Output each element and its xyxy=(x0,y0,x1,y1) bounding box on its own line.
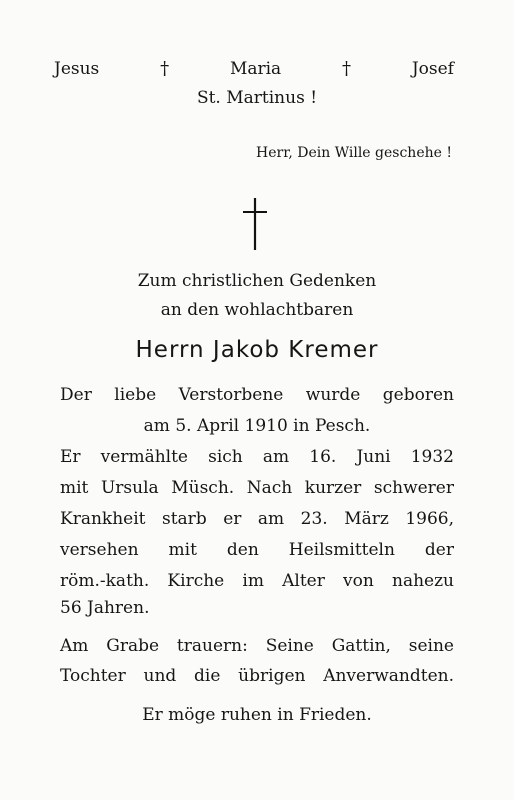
mourners-line-1: Am Grabe trauern: Seine Gattin, seine xyxy=(60,636,454,656)
bio-line-8: 56 Jahren. xyxy=(60,598,150,618)
bio-line-7: röm.-kath. Kirche im Alter von nahezu xyxy=(60,571,454,591)
bio-line-4: mit Ursula Müsch. Nach kurzer schwerer xyxy=(60,478,454,498)
deceased-name: Herrn Jakob Kremer xyxy=(135,337,379,363)
bio-line-1: Der liebe Verstorbene wurde geboren xyxy=(60,385,454,405)
dagger-cross-icon: † xyxy=(342,58,352,79)
dagger-cross-icon: † xyxy=(160,58,170,79)
bio-line-6: versehen mit den Heilsmitteln der xyxy=(60,540,454,560)
bio-line-2: am 5. April 1910 in Pesch. xyxy=(143,416,371,436)
header-josef: Josef xyxy=(411,59,454,79)
bio-line-3: Er vermählte sich am 16. Juni 1932 xyxy=(60,447,454,467)
header-maria: Maria xyxy=(229,59,282,79)
header-names xyxy=(54,58,454,79)
bio-line-5: Krankheit starb er am 23. März 1966, xyxy=(60,509,454,529)
mourners-line-2: Tochter und die übrigen Anverwandten. xyxy=(60,666,454,686)
motto: Herr, Dein Wille geschehe ! xyxy=(256,145,452,161)
intro-line-2: an den wohlachtbaren xyxy=(160,300,354,320)
intro-text xyxy=(0,267,514,325)
header-subtitle: St. Martinus ! xyxy=(196,88,318,108)
cross-icon xyxy=(242,198,268,250)
closing-blessing: Er möge ruhen in Frieden. xyxy=(142,705,372,725)
intro-line-1: Zum christlichen Gedenken xyxy=(137,271,377,291)
header-jesus: Jesus xyxy=(54,59,100,79)
